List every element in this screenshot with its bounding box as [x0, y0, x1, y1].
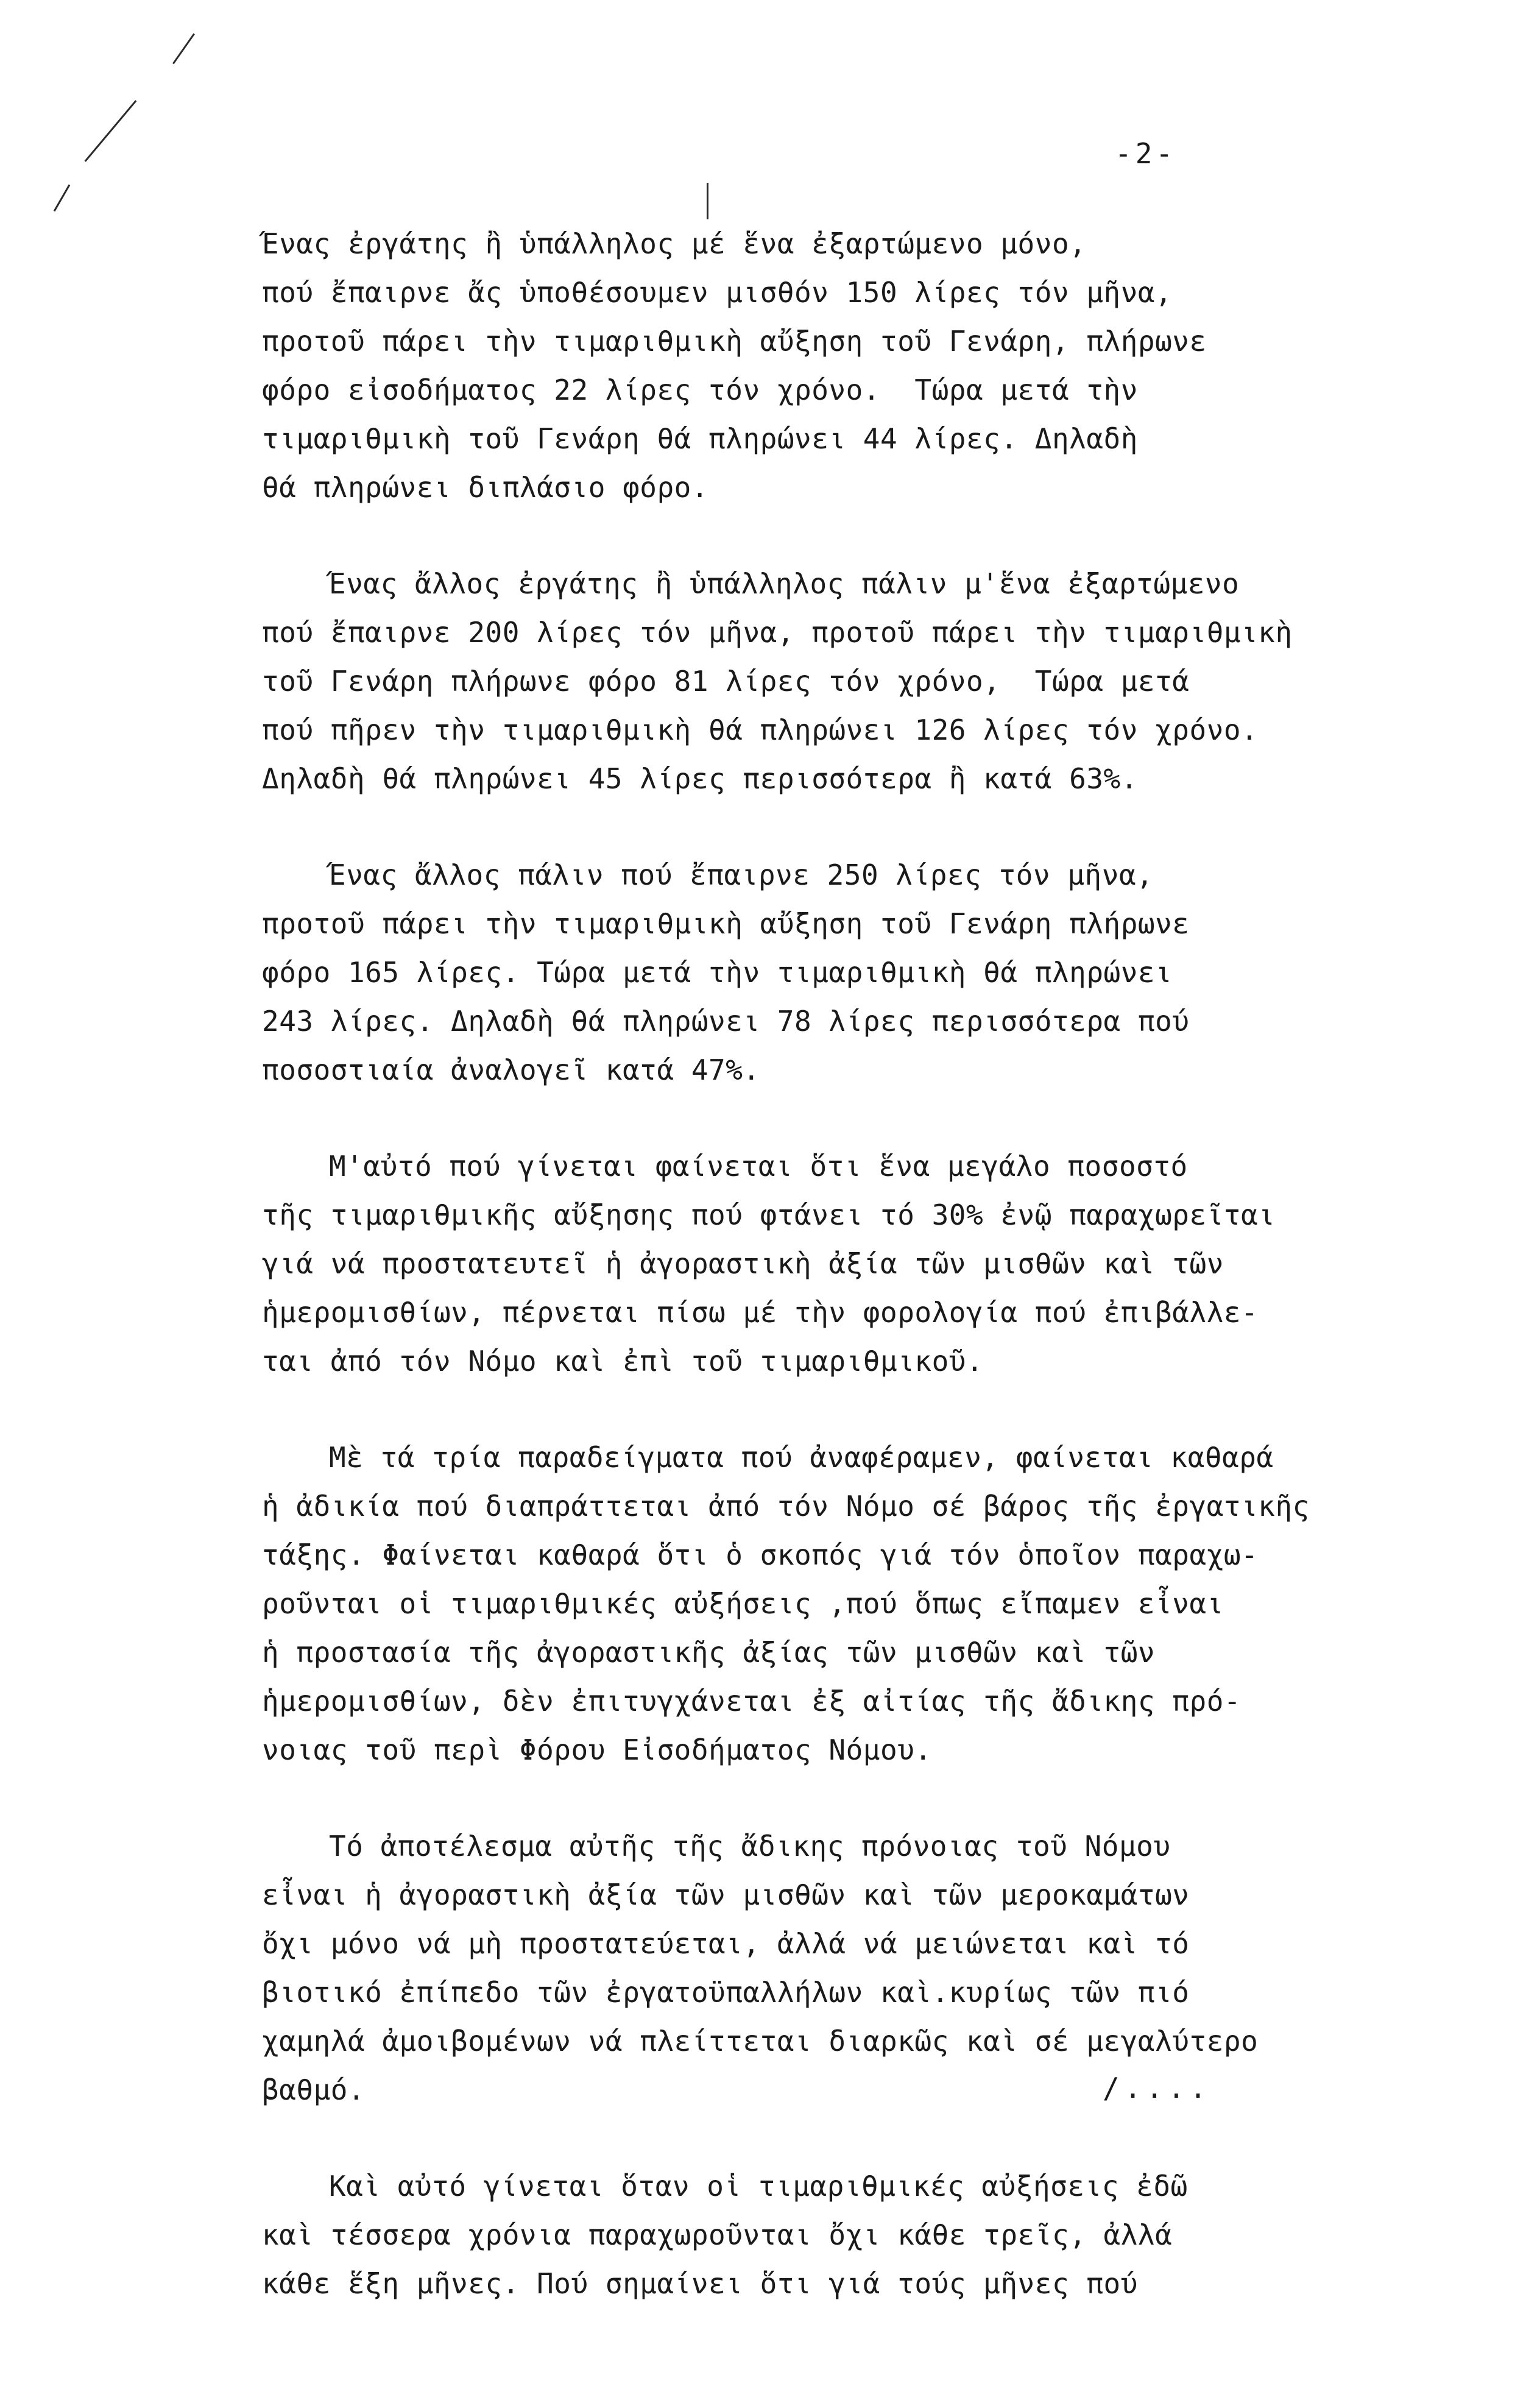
text-line: προτοῦ πάρει τὴν τιμαριθμικὴ αὔξηση τοῦ Γενάρη, πλήρωνε: [262, 325, 1207, 358]
text-line: ποσοστιαία ἀναλογεῖ κατά 47%.: [262, 1053, 760, 1086]
paragraph-3: [262, 851, 1450, 1094]
text-line: ὄχι μόνο νά μὴ προστατεύεται, ἀλλά νά μειώνεται καὶ τό: [262, 1927, 1190, 1960]
text-line: Ένας ἄλλος ἐργάτης ἢ ὑπάλληλος πάλιν μ'ἕνα ἐξαρτώμενο: [329, 567, 1240, 600]
text-line: τάξης. Φαίνεται καθαρά ὅτι ὁ σκοπός γιά τόν ὁποῖον παραχω-: [262, 1538, 1259, 1571]
text-line: γιά νά προστατευτεῖ ἡ ἀγοραστικὴ ἀξία τῶν μισθῶν καὶ τῶν: [262, 1247, 1224, 1280]
text-line: ἡμερομισθίων, πέρνεται πίσω μέ τὴν φορολογία πού ἐπιβάλλε-: [262, 1296, 1259, 1329]
text-line: Καὶ αὐτό γίνεται ὅταν οἱ τιμαριθμικές αὐξήσεις ἐδῶ: [329, 2170, 1188, 2203]
text-line: προτοῦ πάρει τὴν τιμαριθμικὴ αὔξηση τοῦ Γενάρη πλήρωνε: [262, 907, 1190, 940]
scan-mark: [172, 34, 195, 65]
text-line: Δηλαδὴ θά πληρώνει 45 λίρες περισσότερα ἢ κατά 63%.: [262, 762, 1138, 795]
paragraph-6: [262, 1822, 1450, 2114]
text-line: πού πῆρεν τὴν τιμαριθμικὴ θά πληρώνει 126 λίρες τόν χρόνο.: [262, 713, 1259, 746]
text-line: πού ἔπαιρνε ἄς ὑποθέσουμεν μισθόν 150 λίρες τόν μῆνα,: [262, 276, 1173, 309]
paragraph-4: [262, 1142, 1450, 1386]
text-line: Τό ἀποτέλεσμα αὐτῆς τῆς ἄδικης πρόνοιας τοῦ Νόμου: [329, 1830, 1171, 1863]
scan-mark: [54, 185, 71, 212]
text-line: Ένας ἐργάτης ἢ ὑπάλληλος μέ ἕνα ἐξαρτώμενο μόνο,: [262, 227, 1087, 260]
paragraph-7: [262, 2162, 1450, 2308]
paragraph-2: [262, 559, 1450, 803]
text-line: τιμαριθμικὴ τοῦ Γενάρη θά πληρώνει 44 λίρες. Δηλαδὴ: [262, 422, 1138, 455]
text-line: θά πληρώνει διπλάσιο φόρο.: [262, 471, 709, 504]
text-line: Μ'αὐτό πού γίνεται φαίνεται ὅτι ἕνα μεγάλο ποσοστό: [329, 1150, 1188, 1183]
body-text: [262, 219, 1450, 2355]
text-line: βιοτικό ἐπίπεδο τῶν ἐργατοϋπαλλήλων καὶ.κυρίως τῶν πιό: [262, 1976, 1190, 2009]
text-line: ἡμερομισθίων, δὲν ἐπιτυγχάνεται ἐξ αἰτίας τῆς ἄδικης πρό-: [262, 1685, 1242, 1718]
continuation-mark: /....: [1103, 2072, 1212, 2104]
paragraph-1: [262, 219, 1450, 512]
text-line: τῆς τιμαριθμικῆς αὔξησης πού φτάνει τό 30% ἐνῷ παραχωρεῖται: [262, 1198, 1276, 1231]
text-line: καὶ τέσσερα χρόνια παραχωροῦνται ὄχι κάθε τρεῖς, ἀλλά: [262, 2218, 1173, 2251]
text-line: πού ἔπαιρνε 200 λίρες τόν μῆνα, προτοῦ πάρει τὴν τιμαριθμικὴ: [262, 616, 1293, 649]
scan-mark: [707, 183, 708, 219]
text-line: νοιας τοῦ περὶ Φόρου Εἰσοδήματος Νόμου.: [262, 1733, 932, 1766]
text-line: Μὲ τά τρία παραδείγματα πού ἀναφέραμεν, φαίνεται καθαρά: [329, 1441, 1274, 1474]
text-line: φόρο 165 λίρες. Τώρα μετά τὴν τιμαριθμικὴ θά πληρώνει: [262, 956, 1173, 989]
text-line: ται ἀπό τόν Νόμο καὶ ἐπὶ τοῦ τιμαριθμικοῦ.: [262, 1345, 984, 1378]
text-line: ἡ προστασία τῆς ἀγοραστικῆς ἀξίας τῶν μισθῶν καὶ τῶν: [262, 1636, 1156, 1669]
text-line: ἡ ἀδικία πού διαπράττεται ἀπό τόν Νόμο σέ βάρος τῆς ἐργατικῆς: [262, 1490, 1310, 1523]
text-line: εἶναι ἡ ἀγοραστικὴ ἀξία τῶν μισθῶν καὶ τῶν μεροκαμάτων: [262, 1878, 1190, 1911]
text-line: κάθε ἕξη μῆνες. Πού σημαίνει ὅτι γιά τούς μῆνες πού: [262, 2267, 1138, 2300]
text-line: ροῦνται οἱ τιμαριθμικές αὐξήσεις ,πού ὅπως εἴπαμεν εἶναι: [262, 1587, 1224, 1620]
text-line: τοῦ Γενάρη πλήρωνε φόρο 81 λίρες τόν χρόνο, Τώρα μετά: [262, 665, 1190, 698]
text-line: βαθμό.: [262, 2073, 366, 2106]
text-line: φόρο εἰσοδήματος 22 λίρες τόν χρόνο. Τώρα μετά τὴν: [262, 373, 1138, 406]
page-number: -2-: [1115, 137, 1177, 170]
paragraph-5: [262, 1433, 1450, 1774]
text-line: Ένας ἄλλος πάλιν πού ἔπαιρνε 250 λίρες τόν μῆνα,: [329, 858, 1154, 891]
scan-mark: [85, 100, 137, 162]
text-line: χαμηλά ἀμοιβομένων νά πλείττεται διαρκῶς καὶ σέ μεγαλύτερο: [262, 2025, 1259, 2058]
text-line: 243 λίρες. Δηλαδὴ θά πληρώνει 78 λίρες περισσότερα πού: [262, 1005, 1190, 1038]
